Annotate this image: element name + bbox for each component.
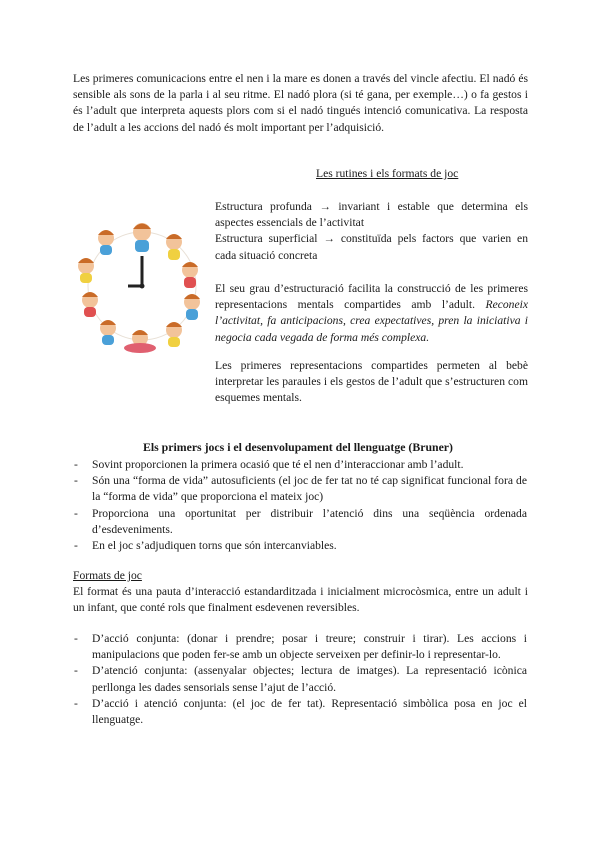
intro-paragraph: Les primeres comunicacions entre el nen i la mare es donen a través del vincle afectiu. El nadó és sensible als sons de la parla i al seu ritme. El nadó plora (si té gana, per exemple…) o fa gestos i és l’adult que interpreta aquests plors com si el nadó tingués intenció comunicativa. La resposta de l’adult a les accions del nadó és molt important per l’adquisició. — [73, 72, 528, 134]
formats-heading: Formats de joc — [73, 569, 142, 582]
baby-figure — [82, 292, 98, 317]
baby-figure — [166, 234, 182, 260]
surface-structure: Estructura superficial → constituïda pels factors que varien en cada situació concreta — [215, 232, 528, 262]
baby-clock-illustration — [70, 210, 210, 355]
formats-list — [92, 631, 527, 728]
baby-figure — [166, 322, 182, 347]
list-item: - Són una “forma de vida” autosuficients (el joc de fer tat no té cap significat funcional fora de la “forma de vida” que proporciona el mateix joc) — [92, 473, 527, 505]
deep-structure: Estructura profunda → invariant i estable que determina els aspectes essencials de l’activitat — [215, 200, 528, 230]
baby-figure — [98, 230, 114, 255]
baby-figure — [124, 330, 156, 353]
baby-figure — [184, 294, 200, 320]
baby-figure — [133, 223, 151, 252]
degree-block — [215, 281, 528, 346]
representations-paragraph: Les primeres representacions compartides permeten al bebè interpretar les paraules i els gestos de l’adult que s’estructuren com esquemes mentals. — [215, 359, 528, 405]
baby-figure — [100, 320, 116, 345]
structure-block — [215, 199, 528, 264]
games-list — [92, 457, 527, 554]
formats-paragraph: El format és una pauta d’interacció estandarditzada i inicialment microcòsmica, entre un adult i un infant, que conté rols que finalment esdevenen reversibles. — [73, 585, 528, 615]
degree-italic: Reconeix l’activitat, fa anticipacions, crea expectatives, pren la iniciativa i negocia cada vegada de forma més complexa. — [215, 298, 528, 344]
routines-heading: Les rutines i els formats de joc — [316, 167, 459, 180]
list-item: - En el joc s’adjudiquen torns que són intercanviables. — [92, 538, 527, 554]
list-item: - D’atenció conjunta: (assenyalar objectes; lectura de imatges). La representació icònica perllonga les dades sensorials sense l’ajut de l’acció. — [92, 663, 527, 695]
baby-figure — [182, 262, 198, 288]
list-item: - D’acció i atenció conjunta: (el joc de fer tat). Representació simbòlica posa en joc el llenguatge. — [92, 696, 527, 728]
degree-text: El seu grau d’estructuració facilita la construcció de les primeres representacions mentals compartides amb l’adult. — [215, 282, 528, 312]
games-heading: Els primers jocs i el desenvolupament del llenguatge (Bruner) — [143, 440, 453, 454]
list-item: - Proporciona una oportunitat per distribuir l’atenció dins una seqüència ordenada d’esdeveniments. — [92, 506, 527, 538]
baby-figure — [78, 258, 94, 283]
list-item: - Sovint proporcionen la primera ocasió que té el nen d’interaccionar amb l’adult. — [92, 457, 527, 473]
list-item: - D’acció conjunta: (donar i prendre; posar i treure; construir i tirar). Les accions i manipulacions que poden fer-se amb un objecte serveixen per definir-lo i representar-lo. — [92, 631, 527, 663]
